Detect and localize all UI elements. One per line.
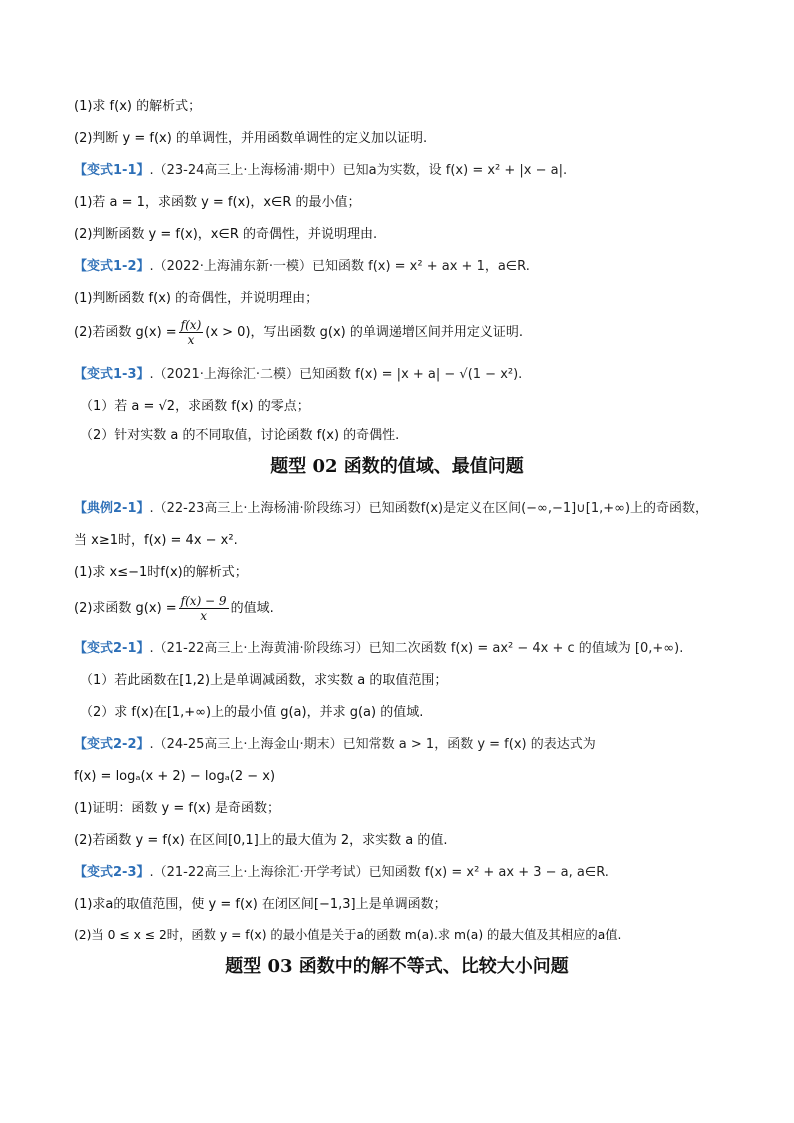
variant-source: .（23-24高三上·上海杨浦·期中）已知a为实数，设 f(x) = x² + |x − a|. [149, 163, 568, 178]
variant-tag: 【变式2-1】 [74, 641, 150, 656]
question-part-2: (2)判断 y = f(x) 的单调性，并用函数单调性的定义加以证明. [74, 131, 428, 146]
variant-1-1-part-2: (2)判断函数 y = f(x)，x∈R 的奇偶性，并说明理由. [74, 227, 378, 242]
variant-tag: 【变式1-1】 [74, 163, 150, 178]
variant-1-3-part-1: （1）若 a = √2，求函数 f(x) 的零点； [80, 399, 310, 414]
variant-2-2-part-2: (2)若函数 y = f(x) 在区间[0,1]上的最大值为 2，求实数 a 的值. [74, 833, 448, 848]
example-2-1-part-1: (1)求 x≤−1时f(x)的解析式； [74, 565, 248, 580]
part-text: (2)若函数 g(x) = [74, 325, 177, 340]
variant-2-2-header [74, 736, 596, 754]
variant-2-3-part-2: (2)当 0 ≤ x ≤ 2时，函数 y = f(x) 的最小值是关于a的函数 m(a).求 m(a) 的最大值及其相应的a值. [74, 928, 622, 942]
variant-tag: 【变式1-3】 [74, 367, 150, 382]
variant-1-3-part-2: （2）针对实数 a 的不同取值，讨论函数 f(x) 的奇偶性. [80, 428, 400, 443]
variant-1-2-part-1: (1)判断函数 f(x) 的奇偶性，并说明理由； [74, 291, 319, 306]
section-heading-02: 题型 02 函数的值域、最值问题 [270, 456, 524, 477]
variant-1-2-header [74, 258, 530, 276]
variant-2-1-header [74, 640, 683, 658]
variant-tag: 【变式2-3】 [74, 865, 150, 880]
variant-2-1-part-1: （1）若此函数在[1,2)上是单调减函数，求实数 a 的取值范围； [80, 673, 448, 688]
variant-1-3-header [74, 366, 522, 384]
variant-source: .（2022·上海浦东新·一模）已知函数 f(x) = x² + ax + 1，a∈R. [149, 259, 530, 274]
variant-1-1-header [74, 162, 567, 180]
example-2-1-part-2 [74, 594, 274, 623]
example-2-1-header [74, 500, 708, 518]
variant-2-3-part-1: (1)求a的取值范围，使 y = f(x) 在闭区间[−1,3]上是单调函数； [74, 897, 447, 912]
question-part-1: (1)求 f(x) 的解析式； [74, 99, 202, 114]
section-heading-03: 题型 03 函数中的解不等式、比较大小问题 [225, 956, 569, 977]
variant-2-2-part-1: (1)证明：函数 y = f(x) 是奇函数； [74, 801, 280, 816]
example-2-1-continuation: 当 x≥1时，f(x) = 4x − x². [74, 533, 238, 548]
variant-1-1-part-1: (1)若 a = 1，求函数 y = f(x)，x∈R 的最小值； [74, 195, 361, 210]
fraction-numerator: f(x) [180, 318, 202, 332]
fraction-denominator: x [187, 333, 195, 347]
variant-1-2-part-2 [74, 318, 523, 347]
fraction-denominator: x [200, 609, 207, 623]
fraction-numerator: f(x) − 9 [180, 594, 227, 608]
variant-source: .（21-22高三上·上海徐汇·开学考试）已知函数 f(x) = x² + ax + 3 − a, a∈R. [149, 865, 609, 880]
part-text: (2)求函数 g(x) = [74, 601, 177, 616]
variant-2-3-header [74, 864, 609, 882]
variant-source: .（21-22高三上·上海黄浦·阶段练习）已知二次函数 f(x) = ax² − 4x + c 的值域为 [0,+∞). [149, 641, 684, 656]
fraction [179, 318, 204, 347]
variant-tag: 【变式2-2】 [74, 737, 150, 752]
part-text: 的值域. [230, 601, 274, 616]
variant-2-2-expression: f(x) = logₐ(x + 2) − logₐ(2 − x) [74, 769, 276, 784]
fraction [179, 594, 229, 623]
variant-source: .（2021·上海徐汇·二模）已知函数 f(x) = |x + a| − √(1 − x²). [149, 367, 523, 382]
variant-2-1-part-2: （2）求 f(x)在[1,+∞)上的最小值 g(a)，并求 g(a) 的值域. [80, 705, 424, 720]
part-text: (x > 0)，写出函数 g(x) 的单调递增区间并用定义证明. [205, 325, 524, 340]
variant-tag: 【变式1-2】 [74, 259, 150, 274]
variant-source: .（24-25高三上·上海金山·期末）已知常数 a > 1，函数 y = f(x) 的表达式为 [149, 737, 596, 752]
example-tag: 【典例2-1】 [74, 501, 150, 516]
example-source: .（22-23高三上·上海杨浦·阶段练习）已知函数f(x)是定义在区间(−∞,−1]∪[1,+∞)上的奇函数， [149, 501, 709, 516]
